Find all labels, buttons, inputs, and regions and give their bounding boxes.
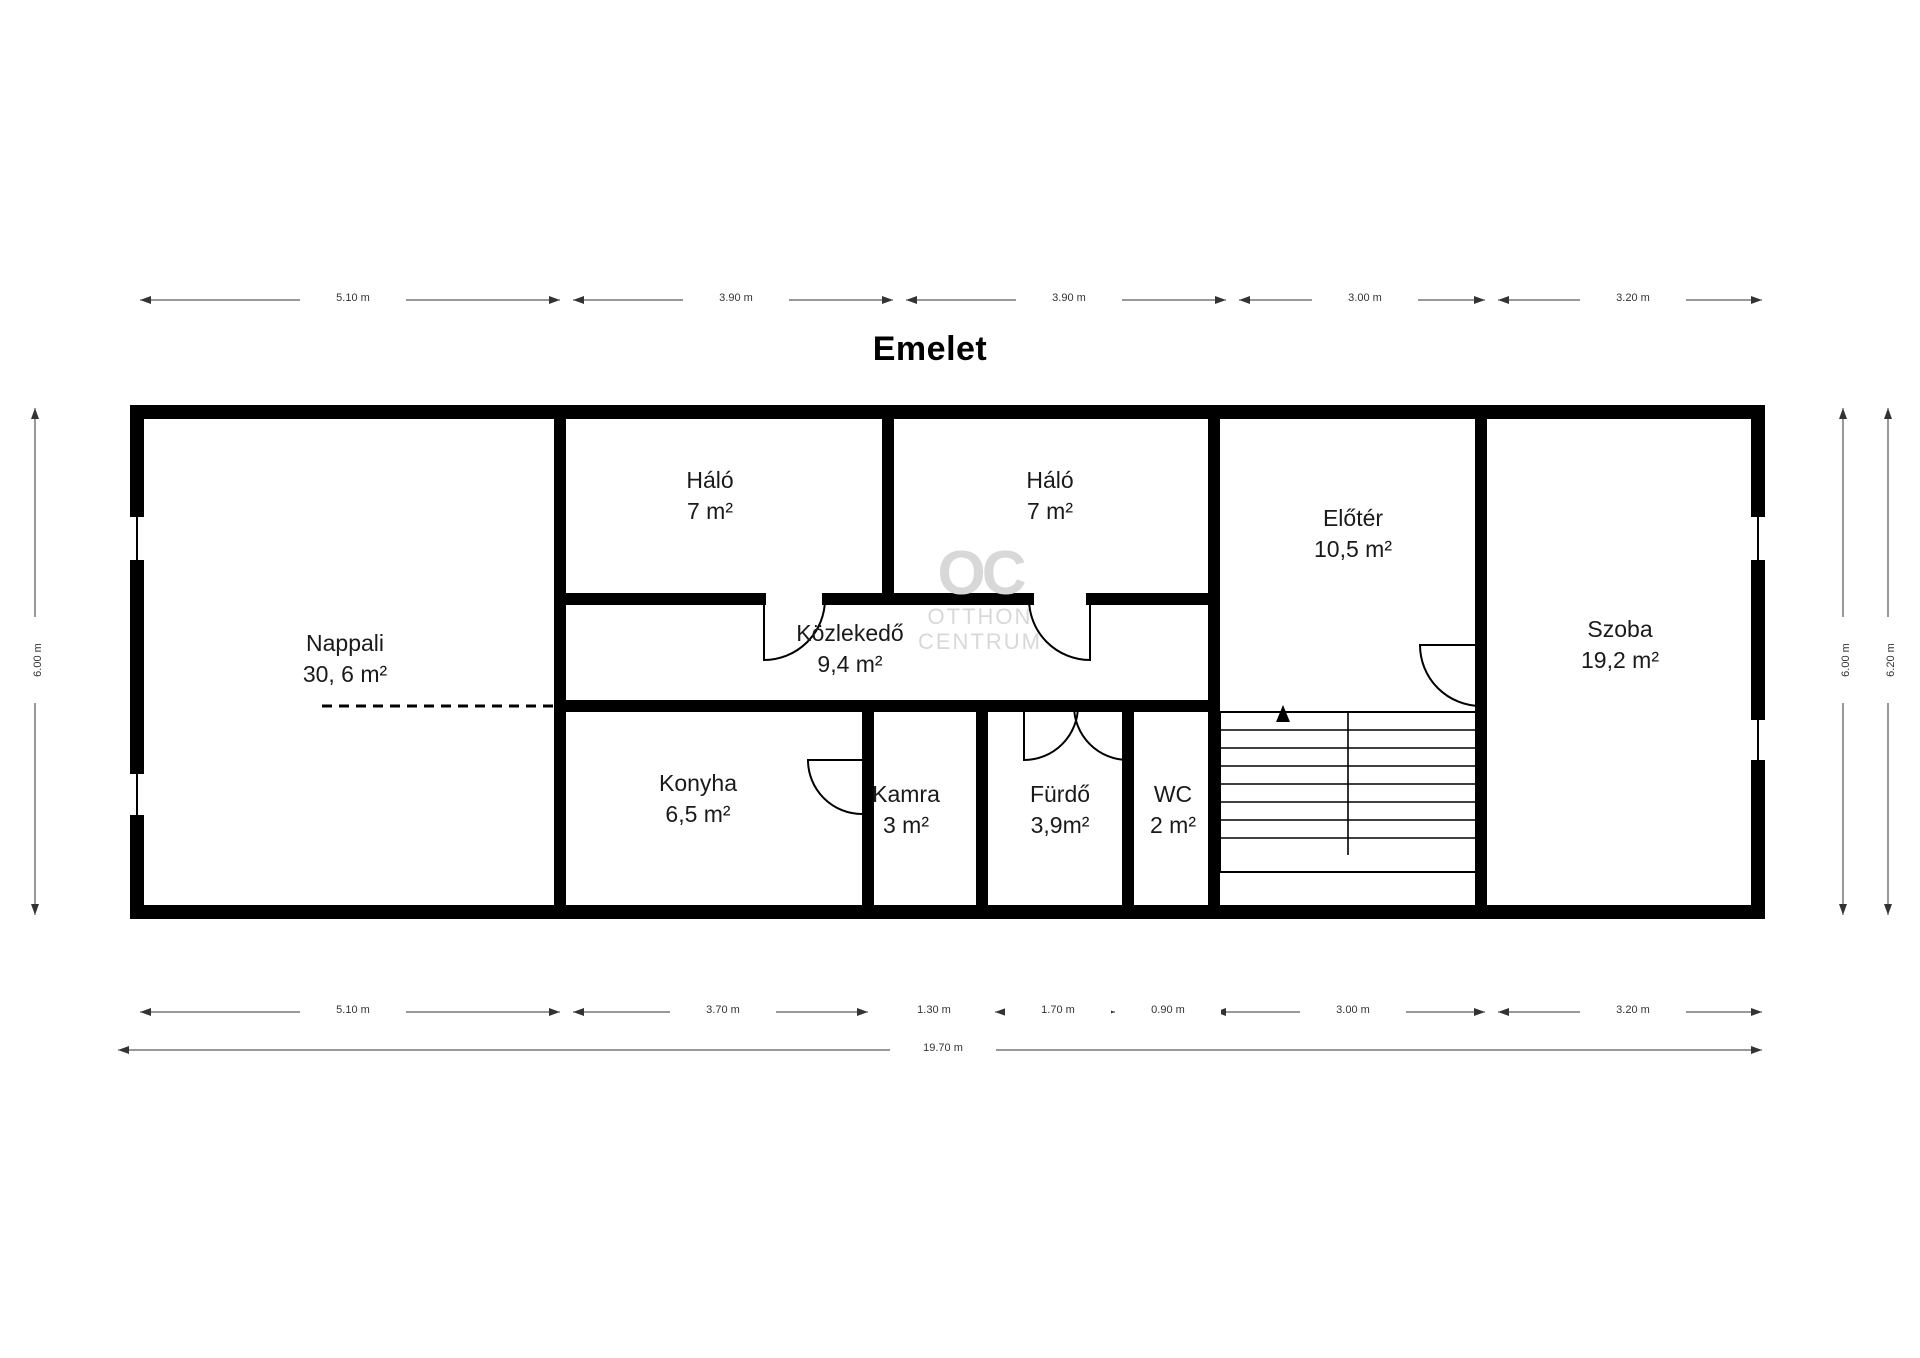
room-name: Háló: [686, 467, 734, 493]
dimension-bottom-6: 3.00 m: [1300, 1004, 1406, 1016]
dimension-top-2: 3.90 m: [683, 292, 789, 304]
dimension-top-4: 3.00 m: [1312, 292, 1418, 304]
room-area: 30, 6 m²: [302, 661, 388, 688]
exterior-walls: [130, 405, 1765, 919]
dimension-top-1: 5.10 m: [300, 292, 406, 304]
room-name: Háló: [1026, 467, 1074, 493]
room-name: Előtér: [1322, 505, 1384, 531]
room-name: Konyha: [658, 770, 737, 796]
dimension-top-3: 3.90 m: [1016, 292, 1122, 304]
interior-walls: [554, 405, 1487, 919]
watermark-oc: OC: [937, 539, 1023, 608]
dimension-bottom-7: 3.20 m: [1580, 1004, 1686, 1016]
room-name: Kamra: [872, 781, 940, 807]
side-dimension-lines: [35, 408, 1888, 915]
room-name: Fürdő: [1029, 781, 1091, 807]
room-name: Szoba: [1587, 616, 1653, 642]
dimension-bottom-1: 5.10 m: [300, 1004, 406, 1016]
room-name: WC: [1153, 781, 1193, 807]
room-area: 2 m²: [1150, 812, 1196, 839]
side-dimension-arrowheads: [31, 408, 1892, 915]
dimension-left: 6.00 m: [32, 617, 44, 703]
room-name: Közlekedő: [796, 620, 904, 646]
dimension-right-inner: 6.00 m: [1840, 617, 1852, 703]
window-symbols: [137, 517, 1758, 815]
room-area: 19,2 m²: [1581, 647, 1659, 674]
room-area: 6,5 m²: [665, 801, 731, 828]
dimension-bottom-2: 3.70 m: [670, 1004, 776, 1016]
dimension-top-5: 3.20 m: [1580, 292, 1686, 304]
dimension-bottom-5: 0.90 m: [1115, 1004, 1221, 1016]
stair-direction-arrow: [1276, 705, 1290, 722]
watermark-line1: OTTHON: [927, 603, 1033, 629]
room-area: 3 m²: [883, 812, 929, 839]
room-area: 7 m²: [687, 498, 733, 525]
watermark-line2: CENTRUM: [918, 629, 1042, 655]
page-title: Emelet: [872, 330, 988, 368]
staircase: [1220, 705, 1476, 872]
room-area: 7 m²: [1027, 498, 1073, 525]
dimension-overall: 19.70 m: [890, 1042, 996, 1054]
room-name: Nappali: [306, 630, 384, 656]
dimension-right-outer: 6.20 m: [1885, 617, 1897, 703]
dimension-bottom-4: 1.70 m: [1005, 1004, 1111, 1016]
room-area: 10,5 m²: [1314, 536, 1392, 563]
room-area: 3,9m²: [1030, 812, 1090, 839]
dimension-bottom-3: 1.30 m: [881, 1004, 987, 1016]
room-area: 9,4 m²: [817, 651, 883, 678]
